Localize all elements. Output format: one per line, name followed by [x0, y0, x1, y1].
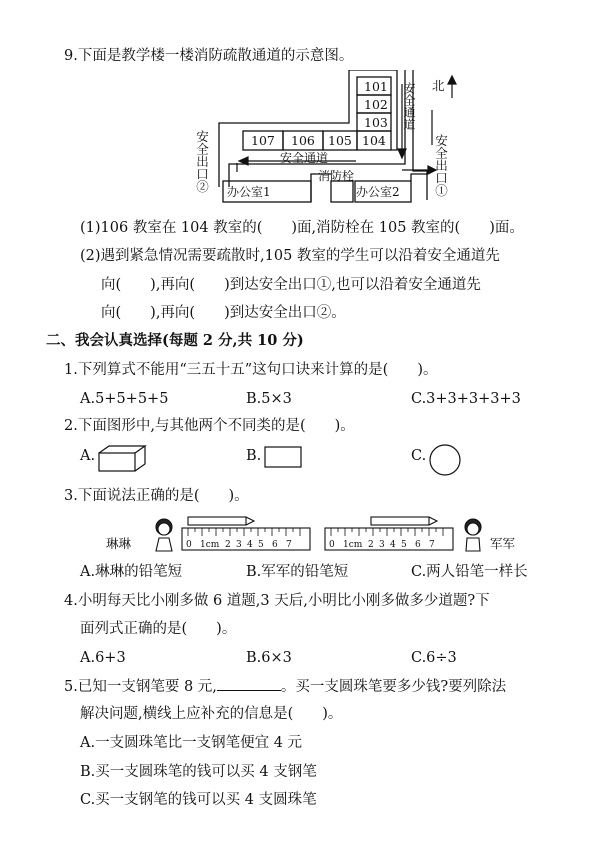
ruler-left-label-4: 4 — [247, 540, 253, 550]
ruler-left-label-7: 7 — [286, 540, 292, 550]
q9-sub1: (1)106 教室在 104 教室的( )面,消防栓在 105 教室的( )面。 — [80, 220, 524, 236]
s2-q2-option-a: A. — [80, 448, 96, 464]
s2-q5-option-b: B.买一支圆珠笔的钱可以买 4 支钢笔 — [80, 764, 317, 780]
office-1-label: 办公室1 — [227, 185, 271, 199]
hydrant-box — [331, 181, 353, 202]
s2-q1-option-b: B.5×3 — [246, 391, 292, 407]
q9-sub2-line3: 向( ),再向( )到达安全出口②。 — [101, 305, 346, 321]
s2-q1-stem: 1.下列算式不能用“三五十五”这句口诀来计算的是( )。 — [64, 362, 438, 378]
section2-heading: 二、我会认真选择(每题 2 分,共 10 分) — [46, 332, 304, 349]
q9-sub2-line2: 向( ),再向( )到达安全出口①,也可以沿着安全通道先 — [101, 277, 481, 293]
s2-q3-option-b: B.军军的铅笔短 — [246, 564, 349, 580]
s2-q5-stem-part2: 。买一支圆珠笔要多少钱?要列除法 — [280, 679, 507, 695]
s2-q5-stem-line1 — [64, 676, 506, 697]
circle-shape — [428, 443, 462, 477]
ruler-right-label-5: 5 — [401, 540, 407, 550]
ruler-right-label-1: 1cm — [343, 540, 363, 550]
ruler-right-label-7: 7 — [429, 540, 435, 550]
s2-q2-stem: 2.下面图形中,与其他两个不同类的是( )。 — [64, 418, 355, 434]
name-junjun: 军军 — [490, 536, 516, 551]
s2-q4-stem-line2: 面列式正确的是( )。 — [80, 621, 237, 637]
room-105-label: 105 — [328, 133, 352, 148]
s2-q4-option-c: C.6÷3 — [411, 650, 457, 666]
s2-q5-stem-line2: 解决问题,横线上应补充的信息是( )。 — [80, 706, 343, 722]
north-label: 北 — [432, 78, 445, 93]
room-101-label: 101 — [364, 79, 388, 94]
ruler-right-label-4: 4 — [390, 540, 396, 550]
hydrant-label: 消防栓 — [318, 169, 355, 183]
ruler-left-label-2: 2 — [225, 540, 231, 550]
ruler-right-label-0: 0 — [329, 540, 335, 550]
s2-q5-stem-part1: 5.已知一支钢笔要 8 元, — [64, 679, 217, 695]
room-106-label: 106 — [291, 133, 315, 148]
office-2-label: 办公室2 — [356, 185, 400, 199]
s2-q1-option-c: C.3+3+3+3+3 — [411, 391, 521, 407]
boy-icon — [459, 516, 487, 552]
ruler-left-label-0: 0 — [186, 540, 192, 550]
s2-q4-option-b: B.6×3 — [246, 650, 292, 666]
ruler-left-label-6: 6 — [272, 540, 278, 550]
s2-q2-option-b: B. — [246, 448, 262, 464]
name-linlin: 琳琳 — [106, 536, 132, 551]
s2-q3-stem: 3.下面说法正确的是( )。 — [64, 488, 249, 504]
ruler-left-label-3: 3 — [236, 540, 242, 550]
ruler-right-label-6: 6 — [415, 540, 421, 550]
q9-sub2-line1: (2)遇到紧急情况需要疏散时,105 教室的学生可以沿着安全通道先 — [80, 248, 500, 264]
exit-right-label: 安全出口① — [433, 134, 449, 197]
q9-title: 9.下面是教学楼一楼消防疏散通道的示意图。 — [64, 48, 354, 64]
safe-channel-h-label: 安全通道 — [280, 151, 329, 165]
room-103-label: 103 — [364, 115, 388, 130]
s2-q3-option-c: C.两人铅笔一样长 — [411, 564, 528, 580]
s2-q5-option-a: A.一支圆珠笔比一支钢笔便宜 4 元 — [80, 735, 303, 751]
ruler-right — [323, 514, 455, 552]
cuboid-shape — [97, 444, 149, 474]
answer-blank-line[interactable] — [217, 676, 281, 691]
safe-channel-v-label: 安全通道 — [402, 82, 416, 130]
room-104-label: 104 — [362, 133, 386, 148]
ruler-left — [180, 514, 312, 552]
s2-q4-option-a: A.6+3 — [80, 650, 126, 666]
s2-q1-option-a: A.5+5+5+5 — [80, 391, 169, 407]
room-102-label: 102 — [364, 97, 388, 112]
ruler-left-label-1: 1cm — [200, 540, 220, 550]
ruler-right-label-3: 3 — [379, 540, 385, 550]
s2-q5-option-c: C.买一支钢笔的钱可以买 4 支圆珠笔 — [80, 792, 317, 808]
ruler-left-label-5: 5 — [258, 540, 264, 550]
room-107-label: 107 — [251, 133, 275, 148]
s2-q2-option-c: C. — [411, 448, 427, 464]
ruler-right-label-2: 2 — [368, 540, 374, 550]
girl-icon — [150, 516, 178, 552]
exit-left-label: 安全出口② — [194, 130, 210, 193]
s2-q3-option-a: A.琳琳的铅笔短 — [80, 564, 183, 580]
rectangle-shape — [264, 446, 304, 470]
s2-q4-stem-line1: 4.小明每天比小刚多做 6 道题,3 天后,小明比小刚多做多少道题?下 — [64, 593, 490, 609]
